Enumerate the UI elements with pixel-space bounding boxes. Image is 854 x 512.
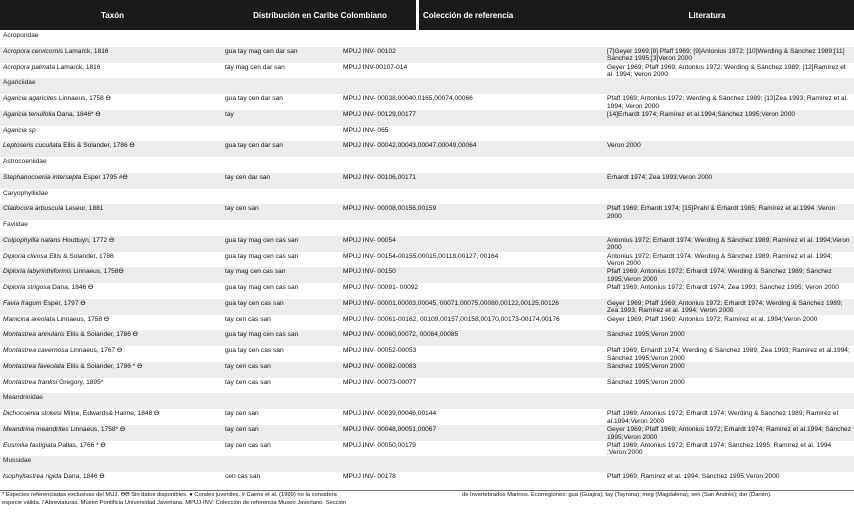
literature-cell: Pfaff 1969; Erhardt 1974; [15]Prahl & Erhardt 1985; Ramírez et al.1994 ;Veron 2000 [607,205,836,220]
collection-cell: MPUJ INV- 00008,00156,00159 [343,205,437,213]
distribution-cell: gua tay cen cas san [225,347,284,355]
family-name: Acroporidae [3,32,39,39]
literature-cell: Sánchez 1995;Veron 2000 [607,378,685,386]
distribution-cell: gua tay cen cas san [225,299,284,307]
family-name: Mussidae [3,457,32,465]
literature-cell: Sánchez 1995;Veron 2000 [607,331,685,339]
literature-cell: Geyer 1969; Pfaff 1969; Antonius 1972; Werding & Sánchez 1989; [12]Ramírez et al. 1994; Veron 2000 [607,63,846,79]
literature-cell: Pfaff 1969; Erhardt 1974; Werding & Sánchez 1989; Zea 1993; Ramírez et al.1994; Sánchez 1995;Veron 2000 [607,347,850,362]
distribution-cell: gua tay mag cen dar san [225,47,298,55]
species-name: Leptoseris cucullata [3,142,62,150]
family-row [0,78,854,94]
taxon-cell [3,64,221,72]
species-name: Eusmilia fastigiata [3,441,57,449]
family-name: Agariciidae [3,79,36,87]
species-name: Montastrea faveolata [3,362,65,370]
species-name: Diploria strigosa [3,284,51,292]
species-name: Dichocoenia stokesi [3,410,62,418]
collection-cell: MPUJ INV- 00050,00179 [343,441,416,449]
footnote-rule [0,490,854,491]
family-name: Meandrinidae [3,394,43,402]
family-name: Faviidae [3,221,28,229]
distribution-cell: tay [225,110,234,118]
species-row [0,47,854,63]
distribution-cell: gua tay cen dar san [225,95,283,103]
species-authority: Milne, Edwards& Haime, 1848 ϴ [63,410,160,418]
taxon-cell [3,410,221,418]
header-distribution: Distribución en Caribe Colombiano [253,10,387,20]
species-name: Cladocora arbuscula [3,205,64,213]
literature-cell: Antonius 1972; Erhardt 1974; Werding & Sánchez 1989; Ramírez et al. 1994;Veron 2000 [607,236,850,252]
species-authority: Linnaeus, 1758ϴ [73,268,124,276]
taxon-cell [3,111,221,119]
literature-cell: Pfaff 1969; Antonius 1972; Erhardt 1974; Zea 1993; Sánchez 1995; Veron 2000 [607,284,839,292]
distribution-cell: tay cen cas san [225,315,271,323]
distribution-cell: gua tay mag cen cas san [225,236,299,244]
species-row [0,126,854,142]
collection-cell: MPUJ INV- 00150 [343,268,396,276]
table-header [0,0,854,30]
distribution-cell: gua tay mag cen cas san [225,252,299,260]
taxon-cell [3,316,221,324]
species-row [0,141,854,157]
distribution-cell: tay cen san [225,410,259,418]
species-authority: Ellis & Solander, 1786 ϴ [63,142,135,150]
taxon-cell [3,237,221,245]
species-name: Favia fragum [3,299,42,307]
species-row [0,110,854,126]
literature-cell: [14]Erhardt 1974; Ramírez et al.1994;Sánchez 1995;Veron 2000 [607,110,796,118]
species-authority: Houttuyn, 1772 ϴ [62,236,115,244]
species-name: Agaricia agaricites [3,95,57,103]
distribution-cell: tay cen cas san [225,378,271,386]
family-name: Astrocoeniidae [3,158,47,166]
taxon-cell [3,426,221,434]
species-name: Diploria clivosa [3,252,48,260]
collection-cell: MPUJ INV- 00154-00155,00015,00118,00127, 00164 [343,252,499,260]
species-name: Diploria labyrinthiformis [3,268,72,276]
species-name: Acropora cervicornis [3,47,64,55]
species-authority: Linnaeus, 1758 ϴ [58,95,111,103]
taxon-cell [3,331,221,339]
species-name: Acropora palmata [3,63,56,71]
footnote-left [2,492,452,507]
taxon-cell [3,473,221,481]
collection-cell: MPUJ INV- 00091- 00092 [343,284,419,292]
species-row [0,63,854,79]
species-name: Colpophyllia natans [3,236,61,244]
collection-cell: MPUJ INV- 00102 [343,47,396,55]
species-authority: Esper, 1797 ϴ [43,299,86,307]
species-row [0,362,854,378]
family-row [0,31,854,47]
collection-cell: MPUJ INV- 00178 [343,473,396,481]
species-row [0,409,854,425]
family-row [0,189,854,205]
species-authority: Ellis & Solander, 1786 * ϴ [66,362,143,370]
family-row [0,220,854,236]
species-authority: Linnaeus, 1758 ϴ [56,315,109,323]
header-collection: Colección de referencia [423,10,514,20]
collection-cell: MPUJ INV- 00039,00046,00144 [343,410,437,418]
distribution-cell: gua tay cen dar san [225,142,283,150]
species-row [0,346,854,362]
header-literature: Literatura [688,10,726,20]
species-name: Montastrea franksi [3,378,58,386]
header-taxon: Taxón [101,10,124,20]
family-row [0,157,854,173]
collection-cell: MPUJ INV-00107-014 [343,63,408,71]
distribution-cell: tay cen cas san [225,362,271,370]
species-row [0,378,854,394]
species-row [0,267,854,283]
species-name: Isophyllastrea rigida [3,473,62,481]
literature-cell: Pfaff 1969; Antonius 1972; Erhardt 1974; Sánchez 1995; Ramírez et al. 1994 ;Veron 2000 [607,441,832,457]
taxon-cell [3,174,221,182]
literature-cell: Geyer 1969; Pfaff 1969; Antonius 1972; Erhardt 1974; Werding & Sánchez 1989; Zea 1993; Ramírez et al. 1994; Veron 2000 [607,299,843,315]
species-row [0,94,854,110]
species-name: Stephanocoenia intersepta [3,173,82,181]
species-row [0,441,854,457]
species-authority: Pallas, 1766 * ϴ [57,441,106,449]
taxon-cell [3,48,221,56]
species-row [0,173,854,189]
species-name: Montastrea annularis [3,331,65,339]
literature-cell: Sánchez 1995;Veron 2000 [607,362,685,370]
species-authority: Dana, 1846 ϴ [52,284,94,292]
collection-cell: MPUJ INV- 00042,00043,00047,00049,00064 [343,142,477,150]
taxon-cell [3,142,221,150]
family-name: Caryophylliidae [3,189,49,197]
distribution-cell: gua tay mag cen cas san [225,331,299,339]
species-row [0,472,854,488]
collection-cell: MPUJ INV- 00048,00051,00067 [343,425,437,433]
species-row [0,425,854,441]
species-row [0,204,854,220]
species-row [0,252,854,268]
footnote-line-1: * Especies referenciadas exclusivas del MUJ. ϴϴ Sin datos disponibles. ● Corales juveniles. # Cairns et al. (1999) no la considera [2,492,337,498]
collection-cell: MPUJ INV- 00061-00162, 00109,00157,00158,00170,00173-00174,00176 [343,315,560,323]
species-authority: Linnaeus, 1767 ϴ [70,347,123,355]
species-authority: Leseur, 1881 [65,205,104,213]
distribution-cell: tay cen cas san [225,441,271,449]
taxon-cell [3,268,221,276]
footnote-line-3: de Invertebrados Marinos. Ecorregiones: gua (Guajira); tay (Tayrona); meg (Magdalena); sen (San Andrés); dar (Darién). [462,492,772,498]
species-row [0,283,854,299]
distribution-cell: tay cen dar san [225,173,271,181]
collection-cell: MPUJ INV- 00038,00040,0165,00074,00066 [343,95,473,103]
distribution-cell: tay cen san [225,205,259,213]
distribution-cell: tay mag cen cas san [225,268,286,276]
collection-cell: MPUJ INV- 00054 [343,236,396,244]
species-row [0,315,854,331]
footnote-line-2: especie válida. / Abreviaturas. Museo Pontificia Universidad Javeriana. MPUJ-INV: Colección de referencia Museo Javeriano. Sección [2,499,347,506]
species-authority: Gregory, 1895* [59,378,104,386]
taxon-cell [3,379,221,387]
taxon-cell [3,347,221,355]
collection-cell: MPUJ INV- 00082-00083 [343,362,417,370]
literature-cell: Pfaff 1969; Antonius 1972; Werding & Sánchez 1989; [13]Zea 1993; Ramírez et al. 1994; Veron 2000 [607,95,848,110]
species-name: Manicina areolata [3,315,56,323]
taxon-cell [3,127,221,135]
distribution-cell: tay mag cen dar san [225,63,285,71]
species-name: Meandrina meandrites [3,425,69,433]
taxon-cell [3,300,221,308]
collection-cell: MPUJ INV- 00106,00171 [343,173,416,181]
species-name: Montastrea cavernosa [3,347,69,355]
literature-cell: Geyer 1969; Pfaff 1969; Antonius 1972; Erhardt 1974; Ramírez et al.1994; Sánchez 1995;Veron 2000 [607,425,851,441]
collection-cell: MPUJ INV- 065 [343,126,389,134]
literature-cell: Antonius 1972; Erhardt 1974; Werding & Sánchez 1989; Ramírez et al. 1994; Veron 2000 [607,252,833,268]
literature-cell: Pfaff 1969; Antonius 1972; Erhardt 1974; Werding & Sánchez 1989; Sánchez 1995;Veron 2000 [607,268,832,283]
taxon-cell [3,253,221,261]
collection-cell: MPUJ INV- 00073-00077 [343,378,417,386]
species-authority: Lamarck, 1816 [56,63,101,71]
species-authority: Ellis & Solander, 1786 ϴ [66,331,138,339]
distribution-cell: gua tay mag cen cas san [225,284,299,292]
taxon-cell [3,442,221,450]
species-row [0,330,854,346]
collection-cell: MPUJ INV- 00001,00003,00045, 00071,00075,00080,00122,00125,00126 [343,299,559,307]
collection-cell: MPUJ INV- 00129,00177 [343,110,416,118]
species-authority: Ellis & Solander, 1786 [49,252,114,260]
distribution-cell: tay cen san [225,425,259,433]
species-row [0,236,854,252]
taxon-cell [3,363,221,371]
species-row [0,299,854,315]
distribution-cell: cen cas san [225,473,261,481]
family-row [0,456,854,472]
collection-cell: MPUJ INV- 00052-00053 [343,347,417,355]
collection-cell: MPUJ INV- 00060,00072, 00084,00085 [343,331,459,339]
literature-cell: Pfaff 1969; Antonius 1972; Erhardt 1974; Werding & Sánchez 1989; Ramírez et al.1994;Veron 2000 [607,410,839,425]
species-authority: Linnaeus, 1758* ϴ [70,425,126,433]
species-authority: Dana, 1846 ϴ [63,473,105,481]
species-authority: Lamarck, 1816 [64,47,109,55]
species-name: Agaricia tenuifolia [3,110,56,118]
species-authority: Esper 1795 #ϴ [83,173,128,181]
taxon-cell [3,95,221,103]
literature-cell: Veron 2000 [607,142,641,150]
species-name: Agaricia sp [3,126,36,134]
literature-cell: Geyer 1969; Pfaff 1969; Antonius 1972; Ramírez et al. 1994;Veron 2000 [607,315,818,323]
taxon-cell [3,205,221,213]
taxon-cell [3,284,221,292]
species-authority: Dana, 1846* ϴ [56,110,101,118]
literature-cell: Pfaff 1969; Ramírez et al. 1994; Sánchez 1995;Veron 2000 [607,473,780,481]
family-row [0,393,854,409]
literature-cell: [7]Geyer 1969;[8] Pfaff 1969; [9]Antonius 1972; [10]Werding & Sánchez 1989;[11] Sánchez 1995;[3]Veron 2000 [607,47,845,63]
literature-cell: Erhardt 1974; Zea 1993;Veron 2000 [607,173,713,181]
footnote-right [462,492,852,500]
